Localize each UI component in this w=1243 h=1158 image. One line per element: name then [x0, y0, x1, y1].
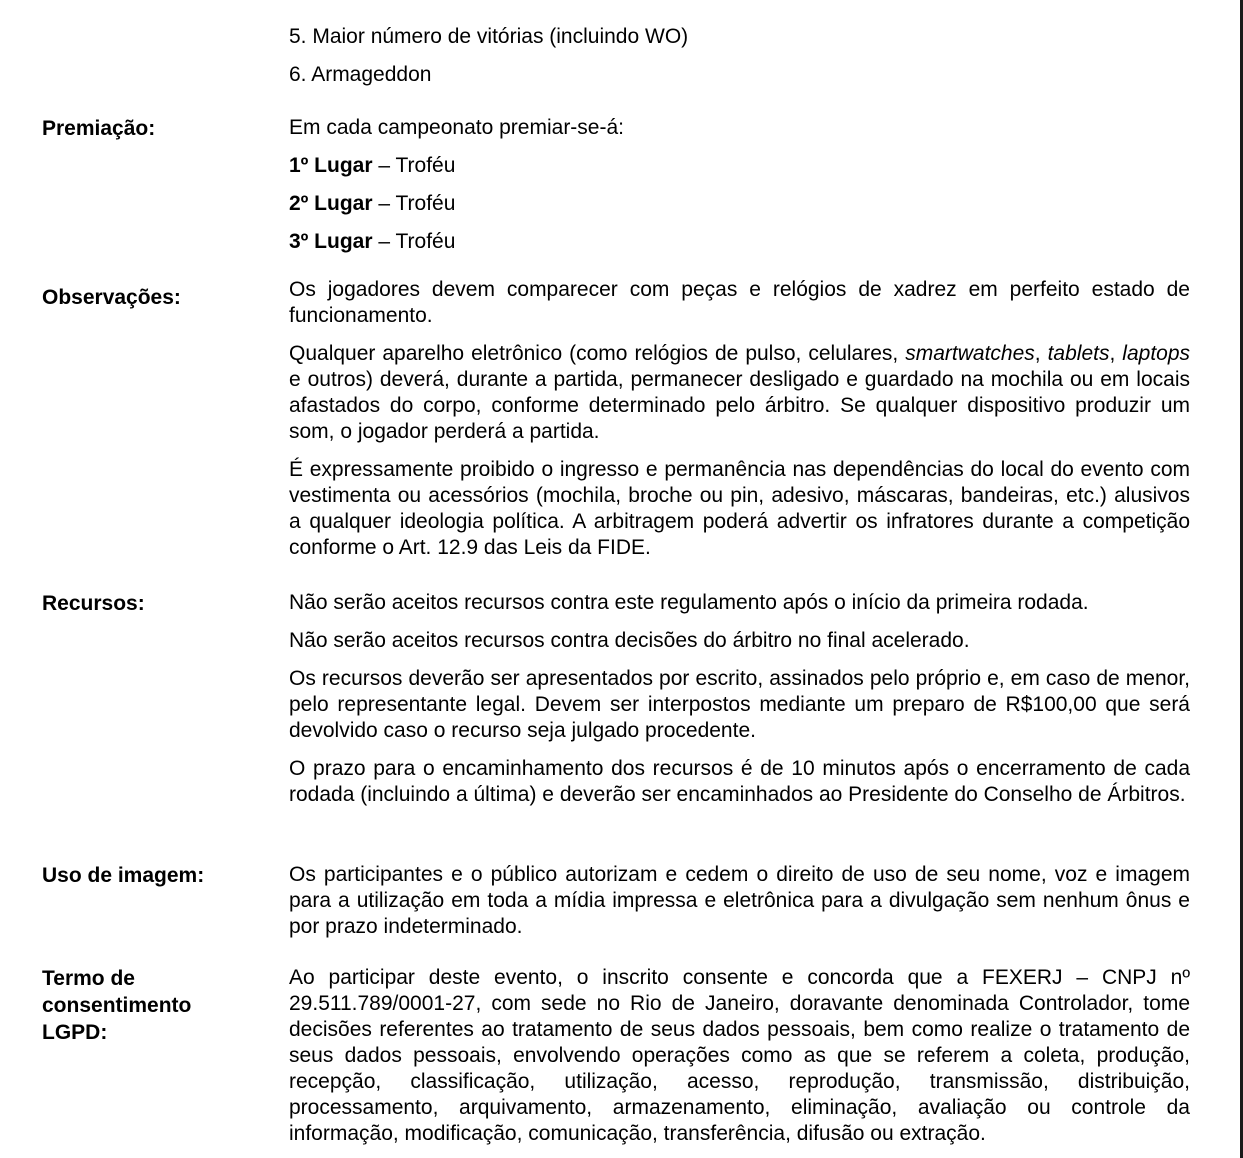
obs-p2-italic-tablets: tablets — [1047, 342, 1110, 365]
obs-p2-text-d: e outros) deverá, durante a partida, permanecer desligado e guardado na mochila ou em locais afastados do corpo, conforme determinado pelo árbitro. Se qualquer dispositivo produzir um som, o jogador perderá a partida. — [289, 368, 1190, 443]
obs-p2-italic-laptops: laptops — [1122, 342, 1191, 365]
premiacao-label: Premiação: — [42, 117, 156, 140]
obs-p2-text-b: , — [1034, 342, 1048, 365]
prize-second-value: Troféu — [395, 192, 456, 215]
uso-imagem-paragraph: Os participantes e o público autorizam e cedem o direito de uso de seu nome, voz e imagem para a utilização em toda a mídia impressa e eletrônica para a divulgação sem nenhum ônus e por prazo indeterminado. — [289, 863, 1190, 938]
observacoes-paragraph-2 — [289, 341, 1190, 445]
obs-p2-text-a: Qualquer aparelho eletrônico (como relógios de pulso, celulares, — [289, 342, 906, 365]
lgpd-label — [42, 965, 242, 1046]
recursos-paragraph-2: Não serão aceitos recursos contra decisões do árbitro no final acelerado. — [289, 629, 970, 652]
obs-p2-text-c: , — [1109, 342, 1123, 365]
recursos-paragraph-1: Não serão aceitos recursos contra este regulamento após o início da primeira rodada. — [289, 591, 1089, 614]
prize-second — [289, 191, 1190, 217]
prize-second-place: 2º Lugar — [289, 192, 373, 215]
prize-second-sep: – — [372, 192, 396, 215]
recursos-paragraph-4: O prazo para o encaminhamento dos recursos é de 10 minutos após o encerramento de cada rodada (incluindo a última) e deverão ser encaminhados ao Presidente do Conselho de Árbitros. — [289, 757, 1190, 806]
prize-third-place: 3º Lugar — [289, 230, 373, 253]
lgpd-paragraph: Ao participar deste evento, o inscrito consente e concorda que a FEXERJ – CNPJ nº 29.511.789/0001-27, com sede no Rio de Janeiro, doravante denominada Controlador, tome decisões referentes ao tratamento de seus dados pessoais, bem como realize o tratamento de seus dados pessoais, envolvendo operações como as que se referem a coleta, produção, recepção, classificação, utilização, acesso, reprodução, transmissão, distribuição, processamento, arquivamento, armazenamento, eliminação, avaliação ou controle da informação, modificação, comunicação, transferência, difusão ou extração. — [289, 966, 1190, 1145]
prize-first-place: 1º Lugar — [289, 154, 373, 177]
lgpd-label-line-3: LGPD: — [42, 1021, 108, 1044]
prize-first-value: Troféu — [395, 154, 456, 177]
criteria-item-5: 5. Maior número de vitórias (incluindo WO) — [289, 25, 689, 48]
criteria-item-6: 6. Armageddon — [289, 63, 432, 86]
observacoes-label: Observações: — [42, 286, 181, 309]
recursos-label: Recursos: — [42, 592, 145, 615]
lgpd-label-line-1: Termo de — [42, 967, 135, 990]
prize-third-sep: – — [372, 230, 396, 253]
prize-first — [289, 153, 1190, 179]
uso-imagem-label: Uso de imagem: — [42, 864, 205, 887]
observacoes-paragraph-1: Os jogadores devem comparecer com peças e relógios de xadrez em perfeito estado de funcionamento. — [289, 278, 1190, 327]
premiacao-intro: Em cada campeonato premiar-se-á: — [289, 116, 624, 139]
lgpd-label-line-2: consentimento — [42, 994, 192, 1017]
obs-p2-italic-smartwatches: smartwatches — [905, 342, 1035, 365]
recursos-paragraph-3: Os recursos deverão ser apresentados por escrito, assinados pelo próprio e, em caso de menor, pelo representante legal. Devem ser interpostos mediante um preparo de R$100,00 que será devolvido caso o recurso seja julgado procedente. — [289, 667, 1190, 742]
prize-third-value: Troféu — [395, 230, 456, 253]
prize-first-sep: – — [372, 154, 396, 177]
observacoes-paragraph-3: É expressamente proibido o ingresso e permanência nas dependências do local do evento com vestimenta ou acessórios (mochila, broche ou pin, adesivo, máscaras, bandeiras, etc.) alusivos a qualquer ideologia política. A arbitragem poderá advertir os infratores durante a competição conforme o Art. 12.9 das Leis da FIDE. — [289, 458, 1190, 559]
prize-third — [289, 229, 1190, 255]
